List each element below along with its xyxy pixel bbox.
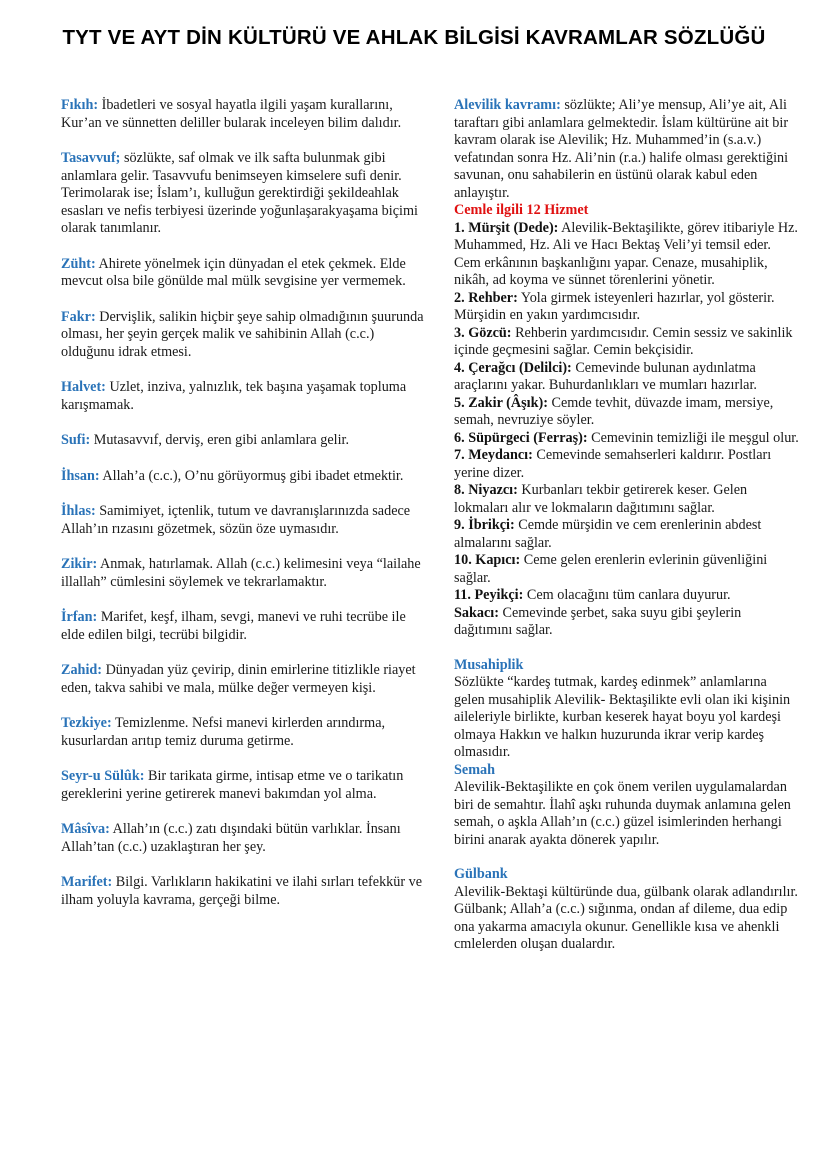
hizmet-item <box>454 360 800 395</box>
entry-sufi <box>61 432 431 450</box>
hizmet-title: 5. Zakir (Âşık): <box>454 394 548 411</box>
hizmet-text: Cemde tevhit, düvazde imam, mersiye, semah, nevruziye söyler. <box>454 394 774 428</box>
hizmet-text: Cemevinde semahserleri kaldırır. Postları yerine dizer. <box>454 447 772 481</box>
entry-marifet <box>61 874 431 909</box>
hizmet-title: 4. Çerağcı (Delilci): <box>454 359 572 376</box>
entry-term: Fakr: <box>61 308 96 325</box>
entry-halvet <box>61 379 431 414</box>
hizmet-item <box>454 552 800 587</box>
musahiplik-heading: Musahiplik <box>454 656 524 673</box>
hizmet-item <box>454 220 800 290</box>
entry-term: Zahid: <box>61 662 103 678</box>
entry-definition: Anmak, hatırlamak. Allah (c.c.) kelimesini veya “lailahe illallah” cümlesini söylemek ve tekrarlamaktır. <box>61 556 421 590</box>
hizmet-text: Ceme gelen erenlerin evlerinin güvenliğini sağlar. <box>454 552 768 586</box>
hizmet-title: Sakacı: <box>454 604 499 621</box>
gulbank-heading: Gülbank <box>454 866 508 882</box>
entry-definition: Allah’a (c.c.), O’nu görüyormuş gibi ibadet etmektir. <box>99 467 404 484</box>
hizmet-title: 9. İbrikçi: <box>454 517 515 533</box>
entry-term: Fıkıh: <box>61 97 99 113</box>
entry-term: Zikir: <box>61 556 98 572</box>
hizmet-text: Cemevinin temizliği ile meşgul olur. <box>587 429 799 446</box>
entry-definition: Dervişlik, salikin hiçbir şeye sahip olmadığının şuurunda olması, her şeyin gerçek malik ve sahibinin Allah (c.c.) olduğunu idrak etmesi. <box>61 308 424 360</box>
hizmet-item <box>454 605 800 640</box>
entry-ihlas <box>61 503 431 538</box>
entry-term: Sufi: <box>61 432 91 448</box>
hizmet-item <box>454 430 800 448</box>
hizmet-text: Cem olacağını tüm canlara duyurur. <box>523 587 731 603</box>
entry-definition: İbadetleri ve sosyal hayatla ilgili yaşam kurallarını, Kur’an ve sünnetten deliller bularak inceleyen bilim dalıdır. <box>61 97 402 131</box>
entry-term: Tezkiye: <box>61 715 112 731</box>
hizmet-title: 11. Peyikçi: <box>454 587 524 603</box>
hizmet-item <box>454 587 800 605</box>
semah-text: Alevilik-Bektaşilikte en çok önem verilen uygulamalardan biri de semahtır. İlahî aşkı ruhunda duymak anlamına gelen semah, o aşkla Allah’ın (c.c.) güzel isimlerinden herhangi birini anarak ayakta dönerek yapılır. <box>454 779 791 848</box>
entry-fakr <box>61 309 431 362</box>
entry-term: Züht: <box>61 255 96 272</box>
entry-term: İhlas: <box>61 503 96 519</box>
entry-term: İhsan: <box>61 467 100 484</box>
entry-term: Marifet: <box>61 874 113 890</box>
right-column <box>454 97 800 954</box>
left-column <box>61 97 431 927</box>
entry-definition: Ahirete yönelmek için dünyadan el etek çekmek. Elde mevcut olsa bile gönülde mal mülk sevgisine yer vermemek. <box>61 255 406 289</box>
page-title: TYT VE AYT DİN KÜLTÜRÜ VE AHLAK BİLGİSİ KAVRAMLAR SÖZLÜĞÜ <box>62 26 766 49</box>
hizmet-item <box>454 290 800 325</box>
entry-definition: Samimiyet, içtenlik, tutum ve davranışlarınızda sadece Allah’ın rızasını gözetmek, sözün öze uymasıdır. <box>61 503 411 537</box>
entry-definition: Bir tarikata girme, intisap etme ve o tarikatın gereklerini yerine getirerek manevi bakımdan yol alma. <box>61 768 404 802</box>
entry-definition: Temizlenme. Nefsi manevi kirlerden arındırma, kusurlardan arıtıp temiz duruma getirme. <box>61 715 386 749</box>
hizmet-item <box>454 517 800 552</box>
entry-masiva <box>61 821 431 856</box>
hizmet-item <box>454 482 800 517</box>
entry-tezkiye <box>61 715 431 750</box>
hizmet-title: 7. Meydancı: <box>454 447 533 463</box>
hizmet-title: 10. Kapıcı: <box>454 552 521 568</box>
entry-irfan <box>61 609 431 644</box>
entry-term: Halvet: <box>61 379 106 395</box>
entry-term: İrfan: <box>61 609 98 625</box>
cem-hizmet-heading: Cemle ilgili 12 Hizmet <box>454 202 589 218</box>
gulbank-text: Alevilik-Bektaşi kültüründe dua, gülbank olarak adlandırılır. Gülbank; Allah’a (c.c.) sığınma, ondan af dileme, dua edip ona yakarma amacıyla okunur. Genellikle kısa ve ahenkli cmlelerden oluşan dualardır. <box>454 883 798 952</box>
hizmet-text: Yola girmek isteyenleri hazırlar, yol gösterir. Mürşidin en yakın yardımcısıdır. <box>454 289 775 323</box>
entry-definition: Mutasavvıf, derviş, eren gibi anlamlara gelir. <box>90 432 350 448</box>
hizmet-text: Rehberin yardımcısıdır. Cemin sessiz ve sakinlik içinde geçmesini sağlar. Cemin bekçisidir. <box>454 324 793 358</box>
hizmet-item <box>454 447 800 482</box>
entry-fikih <box>61 97 431 132</box>
hizmet-text: Cemde mürşidin ve cem erenlerinin abdest almalarını sağlar. <box>454 517 762 551</box>
hizmet-text: Cemevinde şerbet, saka suyu gibi şeylerin dağıtımını sağlar. <box>454 604 742 638</box>
entry-definition: sözlükte, saf olmak ve ilk safta bulunmak gibi anlamlara gelir. Tasavvufu benimseyen kimselere sufi denir. Terimolarak ise; İslam’ı, kulluğun gerektirdiği şekildeahlak esasları ve nefis terbiyesi üzerinde yoğunlaşarakyaşama biçimi olarak tanımlanır. <box>61 150 418 236</box>
entry-term: Seyr-u Sülûk: <box>61 768 145 784</box>
hizmet-title: 6. Süpürgeci (Ferraş): <box>454 429 588 446</box>
hizmet-title: 1. Mürşit (Dede): <box>454 219 559 236</box>
hizmet-title: 8. Niyazcı: <box>454 482 518 498</box>
entry-zahid <box>61 662 431 697</box>
entry-definition: Uzlet, inziva, yalnızlık, tek başına yaşamak topluma karışmamak. <box>61 379 407 413</box>
hizmet-title: 3. Gözcü: <box>454 324 512 341</box>
hizmet-text: Kurbanları tekbir getirerek keser. Gelen lokmaları alır ve lokmaların dağıtımını sağlar. <box>454 482 748 516</box>
entry-definition: Dünyadan yüz çevirip, dinin emirlerine titizlikle riayet eden, takva sahibi ve mala, mülke değer vermeyen kişi. <box>61 662 416 696</box>
musahiplik-text: Sözlükte “kardeş tutmak, kardeş edinmek” anlamlarına gelen musahiplik Alevilik- Bektaşilikte evli olan iki kişinin aileleriyle birlikte, kurban keserek hayat boyu yol kardeşi olmaya Hakkın ve halkın huzurunda ikrar verip kardeş olmasıdır. <box>454 674 791 760</box>
hizmet-text: Cemevinde bulunan aydınlatma araçlarını yakar. Buhurdanlıkları ve mumları hazırlar. <box>454 359 757 393</box>
semah-heading: Semah <box>454 761 495 778</box>
entry-definition: Marifet, keşf, ilham, sevgi, manevi ve ruhi tecrübe ile elde edilen bilgi, tecrübi bilgidir. <box>61 609 406 643</box>
entry-seyr-u-suluk <box>61 768 431 803</box>
entry-term: Alevilik kavramı: <box>454 97 561 113</box>
hizmet-title: 2. Rehber: <box>454 289 518 306</box>
entry-zikir <box>61 556 431 591</box>
hizmet-item <box>454 325 800 360</box>
entry-ihsan <box>61 468 431 486</box>
entry-definition: sözlükte; Ali’ye mensup, Ali’ye ait, Ali taraftarı gibi anlamlara gelmektedir. İslam kültürüne ait bir kavram olarak ise Alevilik; Hz. Muhammed’in (s.a.v.) vefatından sonra Hz. Ali’nin (r.a.) halife olması gerektiğini savunan, onu sahabilerin en üstünü olarak kabul eden anlayıştır. <box>454 97 789 201</box>
entry-definition: Bilgi. Varlıkların hakikatini ve ilahi sırları tefekkür ve ilham yoluyla kavrama, gerçeği bilme. <box>61 874 423 908</box>
entry-zuht <box>61 256 431 291</box>
hizmet-item <box>454 395 800 430</box>
hizmet-text: Alevilik-Bektaşilikte, görev itibariyle Hz. Muhammed, Hz. Ali ve Hacı Bektaş Veli’yi temsil eder. Cem erkânının başkanlığını yapar. Cenaze, musahiplik, nikâh, ad koyma ve sünnet törenlerini yönetir. <box>454 219 798 288</box>
entry-term: Mâsîva: <box>61 821 110 837</box>
entry-tasavvuf <box>61 150 431 238</box>
entry-alevilik <box>454 97 800 202</box>
entry-definition: Allah’ın (c.c.) zatı dışındaki bütün varlıklar. İnsanı Allah’tan (c.c.) uzaklaştıran her şey. <box>61 821 401 855</box>
entry-term: Tasavvuf; <box>61 150 121 166</box>
